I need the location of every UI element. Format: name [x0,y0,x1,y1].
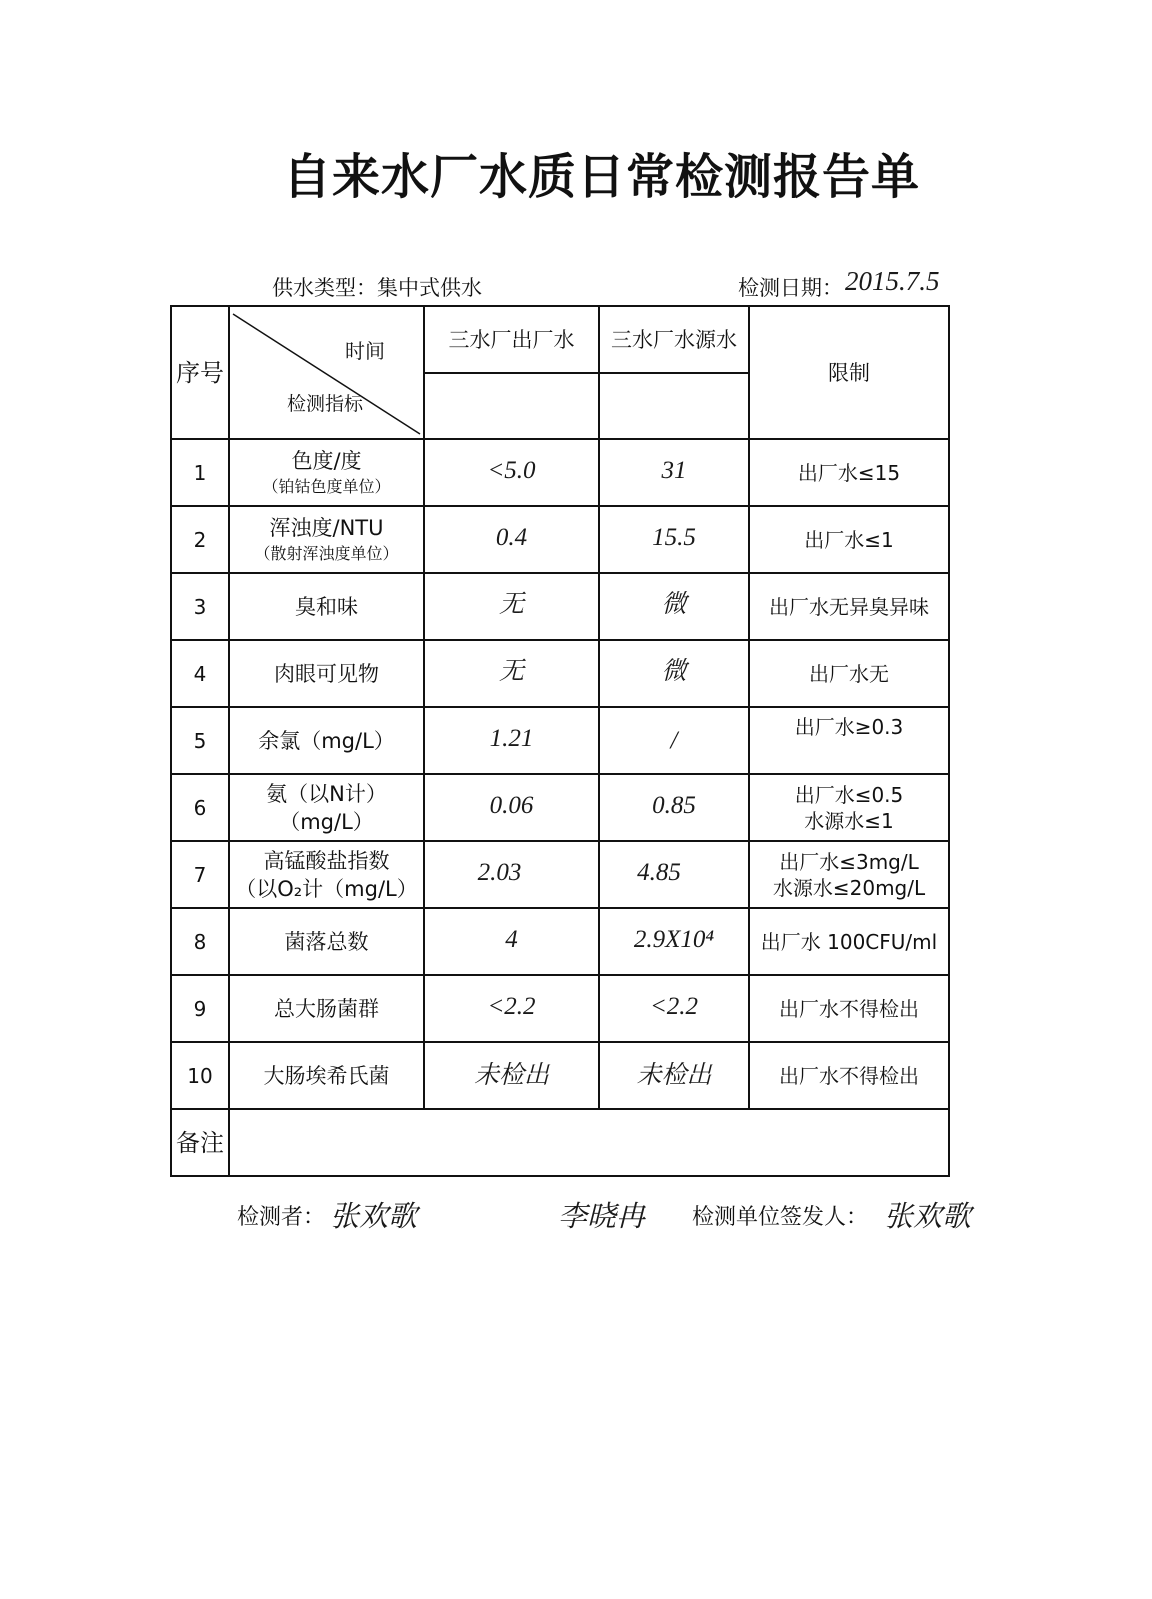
row-number: 3 [171,573,229,640]
table-row [171,841,949,908]
table-row [171,506,949,573]
diagonal-header [230,308,423,437]
header-source-blank [599,373,749,439]
source-value: 微 [661,590,687,618]
indicator-unit: （铂钴色度单位） [262,476,391,496]
source-value: 微 [661,657,687,685]
limit-text: 出厂水≤0.5 [794,782,904,807]
tester-label: 检测者： [237,1205,326,1230]
table-row [171,908,949,975]
limit-cell [749,439,949,506]
limit-cell [749,640,949,707]
date-label: 检测日期： [738,276,843,300]
limit-text: 出厂水 100CFU/ml [760,929,938,954]
indicator-cell [229,640,424,707]
source-value: <2.2 [649,992,699,1020]
outlet-value: 0.06 [489,791,534,819]
supply-type-value: 集中式供水 [377,276,482,300]
outlet-value-cell [424,908,599,975]
limit-text: 出厂水不得检出 [779,1063,919,1088]
source-value: / [670,726,678,754]
table-row [171,975,949,1042]
limit-cell [749,506,949,573]
source-value: 未检出 [636,1061,712,1089]
indicator-cell [229,841,424,908]
row-number: 5 [171,707,229,774]
limit-text: 出厂水无 [809,661,889,686]
issuer-signature: 张欢歌 [884,1201,972,1233]
limit-cell [749,774,949,841]
row-number: 6 [171,774,229,841]
outlet-value: 2.03 [477,858,522,886]
header-indicator: 检测指标 [287,393,364,415]
indicator-name: 总大肠菌群 [274,996,379,1021]
indicator-name: 大肠埃希氏菌 [263,1063,390,1088]
limit-text-2: 水源水≤20mg/L [772,875,926,900]
header-outlet-blank [424,373,599,439]
indicator-name: 色度/度 [291,448,362,473]
indicator-cell [229,774,424,841]
limit-text: 出厂水≤3mg/L [779,849,919,874]
row-number: 4 [171,640,229,707]
tester-signature: 张欢歌 [330,1201,418,1233]
indicator-cell [229,975,424,1042]
outlet-value-cell [424,506,599,573]
table-row [171,707,949,774]
remarks-content [229,1109,949,1176]
indicator-name: 臭和味 [295,594,358,619]
report-table [170,305,950,1177]
outlet-value-cell [424,841,599,908]
outlet-value: 1.21 [489,724,534,752]
source-value-cell [599,1042,749,1109]
header-index: 序号 [171,306,229,439]
indicator-cell [229,506,424,573]
indicator-name: 浑浊度/NTU [269,515,384,540]
source-value: 15.5 [652,523,696,551]
limit-text: 出厂水≥0.3 [794,715,904,739]
indicator-cell [229,1042,424,1109]
supply-type-label: 供水类型： [272,276,377,300]
source-value-cell [599,506,749,573]
table-row [171,573,949,640]
table-row [171,439,949,506]
date-value: 2015.7.5 [845,266,940,296]
source-value-cell [599,908,749,975]
indicator-name: 菌落总数 [284,929,369,954]
indicator-cell [229,908,424,975]
outlet-value: 无 [498,657,524,685]
outlet-value-cell [424,573,599,640]
outlet-value: <5.0 [487,456,536,484]
limit-text-2: 水源水≤1 [804,808,894,833]
row-number: 1 [171,439,229,506]
row-number: 2 [171,506,229,573]
outlet-value-cell [424,975,599,1042]
indicator-name: 高锰酸盐指数 [263,848,390,873]
indicator-name: 余氯（mg/L） [258,728,395,753]
diagonal-line [230,308,423,437]
header-outlet: 三水厂出厂水 [424,306,599,373]
outlet-value-cell [424,707,599,774]
limit-cell [749,908,949,975]
source-value-cell [599,841,749,908]
limit-text: 出厂水不得检出 [779,996,919,1021]
header-diagonal-cell [229,306,424,439]
header-limit: 限制 [749,306,949,439]
outlet-value: 无 [498,590,524,618]
limit-cell [749,841,949,908]
indicator-unit: （散射浑浊度单位） [254,543,399,563]
header-source: 三水厂水源水 [599,306,749,373]
limit-cell [749,975,949,1042]
table-row [171,774,949,841]
outlet-value-cell [424,1042,599,1109]
source-value-cell [599,707,749,774]
issuer-label: 检测单位签发人： [692,1205,869,1230]
header-row [171,306,949,373]
source-value-cell [599,640,749,707]
outlet-value: 0.4 [495,523,528,551]
table-row [171,640,949,707]
outlet-value: <2.2 [487,992,536,1020]
indicator-unit: （mg/L） [279,809,374,834]
remarks-row [171,1109,949,1176]
limit-cell [749,573,949,640]
source-value: 31 [661,456,687,484]
limit-text: 出厂水≤15 [797,460,901,485]
limit-cell [749,707,949,774]
limit-text: 出厂水无异臭异味 [769,594,929,619]
limit-text: 出厂水≤1 [804,527,894,552]
outlet-value: 4 [505,925,518,953]
outlet-value: 未检出 [473,1061,549,1089]
remarks-label: 备注 [171,1109,229,1176]
source-value-cell [599,975,749,1042]
source-value: 0.85 [652,791,696,819]
indicator-name: 氨（以N计） [266,781,387,806]
indicator-cell [229,707,424,774]
source-value: 2.9X10⁴ [633,925,715,953]
table-row [171,1042,949,1109]
page-title: 自来水厂水质日常检测报告单 [283,149,921,205]
limit-cell [749,1042,949,1109]
source-value-cell [599,774,749,841]
outlet-value-cell [424,439,599,506]
row-number: 9 [171,975,229,1042]
indicator-cell [229,439,424,506]
indicator-unit: （以O₂计（mg/L） [235,876,418,901]
indicator-cell [229,573,424,640]
header-time: 时间 [345,339,385,363]
source-value-cell [599,439,749,506]
source-value-cell [599,573,749,640]
indicator-name: 肉眼可见物 [274,661,379,686]
outlet-value-cell [424,640,599,707]
row-number: 8 [171,908,229,975]
row-number: 10 [171,1042,229,1109]
source-value: 4.85 [637,858,681,886]
outlet-value-cell [424,774,599,841]
supply-type [272,272,482,302]
reviewer-signature: 李晓冉 [558,1201,646,1233]
row-number: 7 [171,841,229,908]
